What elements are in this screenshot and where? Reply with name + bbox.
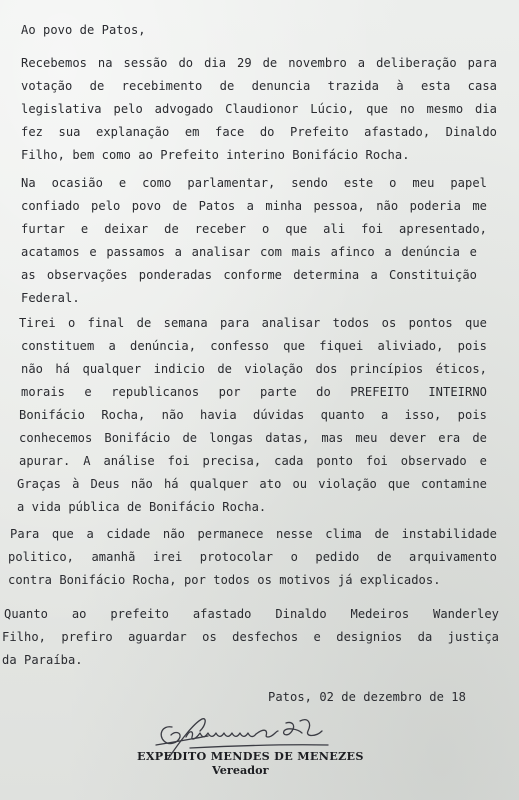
paragraph-line: da Paraíba. [2,653,83,667]
paragraph-line: Filho, bem como ao Prefeito interino Bonifácio Rocha. [21,148,410,162]
paragraph-line: Graças à Deus não há qualquer ato ou violação que contamine [17,477,487,491]
paragraph-line: Na ocasião e como parlamentar, sendo este o meu papel [21,176,487,190]
paragraph-line: morais e republicanos por parte do PREFEITO INTEIRNO [21,385,487,399]
paragraph-line: Tirei o final de semana para analisar todos os pontos que [19,316,487,330]
paragraph-line: Federal. [21,291,80,305]
paragraph-line: constituem a denúncia, confesso que fiquei aliviado, pois [21,339,487,353]
paragraph-line: Filho, prefiro aguardar os desfechos e designios da justiça [2,630,499,644]
paragraph-line: politico, amanhã irei protocolar o pedido de arquivamento [8,550,497,564]
paragraph-line: fez sua explanação em face do Prefeito afastado, Dinaldo [21,125,497,139]
paragraph-line: Bonifácio Rocha, não havia dúvidas quanto a isso, pois [19,408,487,422]
paragraph-line: Para que a cidade não permanece nesse clima de instabilidade [10,527,497,541]
paragraph-line: apurar. A análise foi precisa, cada ponto foi observado e [19,454,487,468]
paragraph-line: Recebemos na sessão do dia 29 de novembro a deliberação para [21,56,497,70]
paragraph-line: legislativa pelo advogado Claudionor Lúcio, que no mesmo dia [21,102,497,116]
paragraph-line: conhecemos Bonifácio de longas datas, mas meu dever era de [19,431,487,445]
signer-name: EXPEDITO MENDES DE MENEZES [137,749,364,763]
paragraph-line: a vida pública de Bonifácio Rocha. [17,500,267,514]
signer-role: Vereador [212,763,269,777]
paragraph-line: acatamos e passamos a analisar com mais afinco a denúncia e [21,245,477,259]
place-and-date: Patos, 02 de dezembro de 18 [268,690,466,704]
paragraph-line: não há qualquer indicio de violação dos princípios éticos, [21,362,487,376]
paragraph-line: Quanto ao prefeito afastado Dinaldo Medeiros Wanderley [4,607,499,621]
paragraph-line: contra Bonifácio Rocha, por todos os motivos já explicados. [8,573,441,587]
paragraph-line: votação de recebimento de denuncia trazida à esta casa [21,79,497,93]
letter-greeting: Ao povo de Patos, [21,23,146,37]
paragraph-line: furtar e deixar de receber o que ali foi apresentado, [21,222,487,236]
paragraph-line: confiado pelo povo de Patos a minha pessoa, não poderia me [21,199,487,213]
paragraph-line: as observações ponderadas conforme determina a Constituição [21,268,477,282]
